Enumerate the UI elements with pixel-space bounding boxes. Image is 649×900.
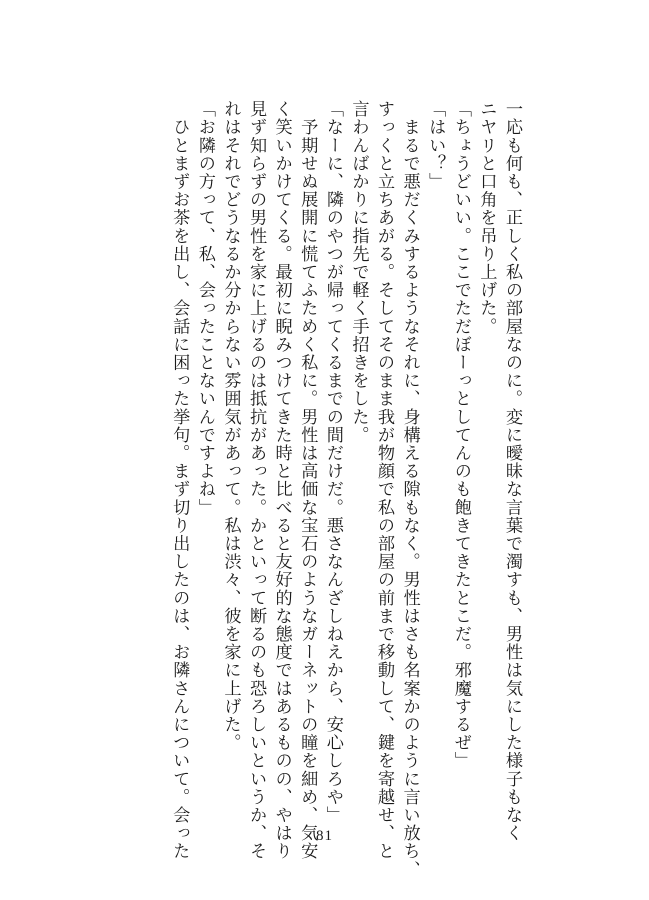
text-line: れはそれでどうなるか分からない雰囲気があって。私は渋々、彼を家に上げた。 bbox=[220, 100, 241, 752]
text-line: 「お隣の方って、私、会ったことないんですよね」 bbox=[194, 100, 215, 517]
text-line: 「ちょうどいい。ここでただぼーっとしてんのも飽きてきたとこだ。邪魔するぜ」 bbox=[450, 100, 471, 770]
text-line: 「はい？」 bbox=[425, 100, 446, 191]
page-number: 81 bbox=[316, 828, 333, 844]
text-line: 一応も何も、正しく私の部屋なのに。変に曖昧な言葉で濁すも、男性は気にした様子もなく bbox=[502, 100, 522, 843]
text-line: ひとまずお茶を出し、会話に困った挙句。まず切り出したのは、お隣さんについて。会った bbox=[169, 100, 190, 861]
text-line: く笑いかけてくる。最初に睨みつけてきた時と比べると友好的な態度ではあるものの、やはり bbox=[271, 100, 292, 861]
text-line: 予期せぬ展開に慌てふためく私に。男性は高価な宝石のようなガーネットの瞳を細め、気安 bbox=[297, 100, 318, 861]
text-line: 「なーに、隣のやつが帰ってくるまでの間だけだ。悪さなんざしねえから、安心しろや」 bbox=[322, 100, 343, 824]
text-line: すっくと立ちあがる。そしてそのまま我が物顔で私の部屋の前まで移動して、鍵を寄越せ、と bbox=[374, 100, 395, 861]
text-line: ニヤリと口角を吊り上げた。 bbox=[476, 100, 497, 336]
text-line: 言わんばかりに指先で軽く手招きをした。 bbox=[348, 100, 369, 444]
text-line: まるで悪だくみするようなそれに、身構える隙もなく。男性はさも名案かのように言い放ち、 bbox=[399, 100, 420, 879]
text-line: 見ず知らずの男性を家に上げるのは抵抗があった。かといって断るのも恐ろしいというか、そ bbox=[246, 100, 267, 861]
